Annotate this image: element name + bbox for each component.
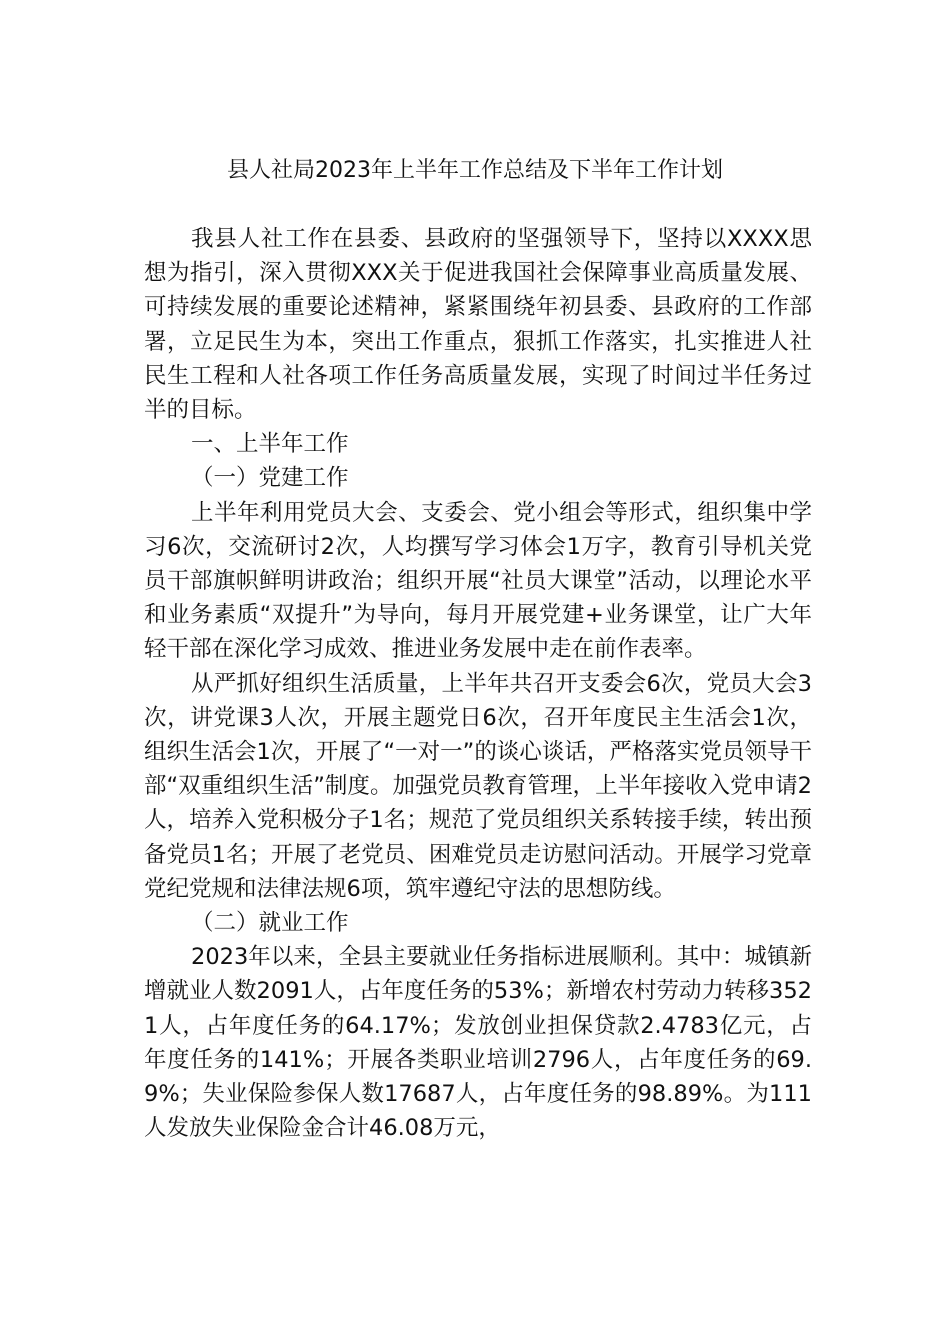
subsection-heading-employment: （二）就业工作 [191,910,349,937]
document-body [144,222,812,1145]
intro-paragraph: 我县人社工作在县委、县政府的坚强领导下，坚持以XXXX思想为指引，深入贯彻XXX关于促进我国社会保障事业高质量发展、可持续发展的重要论述精神，紧紧围绕年初县委、县政府的工作部署，立足民生为本，突出工作重点，狠抓工作落实，扎实推进人社民生工程和人社各项工作任务高质量发展，实现了时间过半任务过半的目标。 [144,226,812,424]
document-title: 县人社局2023年上半年工作总结及下半年工作计划 [227,158,723,183]
subsection-heading-party-building: （一）党建工作 [191,465,349,492]
section-heading-first-half: 一、上半年工作 [191,431,349,458]
party-building-paragraph-2: 从严抓好组织生活质量，上半年共召开支委会6次，党员大会3次，讲党课3人次，开展主题党日6次，召开年度民主生活会1次，组织生活会1次，开展了“一对一”的谈心谈话，严格落实党员领导干部“双重组织生活”制度。加强党员教育管理，上半年接收入党申请2人，培养入党积极分子1名；规范了党员组织关系转接手续，转出预备党员1名；开展了老党员、困难党员走访慰问活动。开展学习党章党纪党规和法律法规6项，筑牢遵纪守法的思想防线。 [144,670,812,902]
party-building-paragraph-1: 上半年利用党员大会、支委会、党小组会等形式，组织集中学习6次，交流研讨2次，人均撰写学习体会1万字，教育引导机关党员干部旗帜鲜明讲政治；组织开展“社员大课堂”活动，以理论水平和业务素质“双提升”为导向，每月开展党建+业务课堂，让广大年轻干部在深化学习成效、推进业务发展中走在前作表率。 [144,499,812,663]
employment-paragraph: 2023年以来，全县主要就业任务指标进展顺利。其中：城镇新增就业人数2091人，占年度任务的53%；新增农村劳动力转移3521人，占年度任务的64.17%；发放创业担保贷款2.4783亿元，占年度任务的141%；开展各类职业培训2796人，占年度任务的69.9%；失业保险参保人数17687人，占年度任务的98.89%。为111人发放失业保险金合计46.08万元， [144,944,812,1142]
